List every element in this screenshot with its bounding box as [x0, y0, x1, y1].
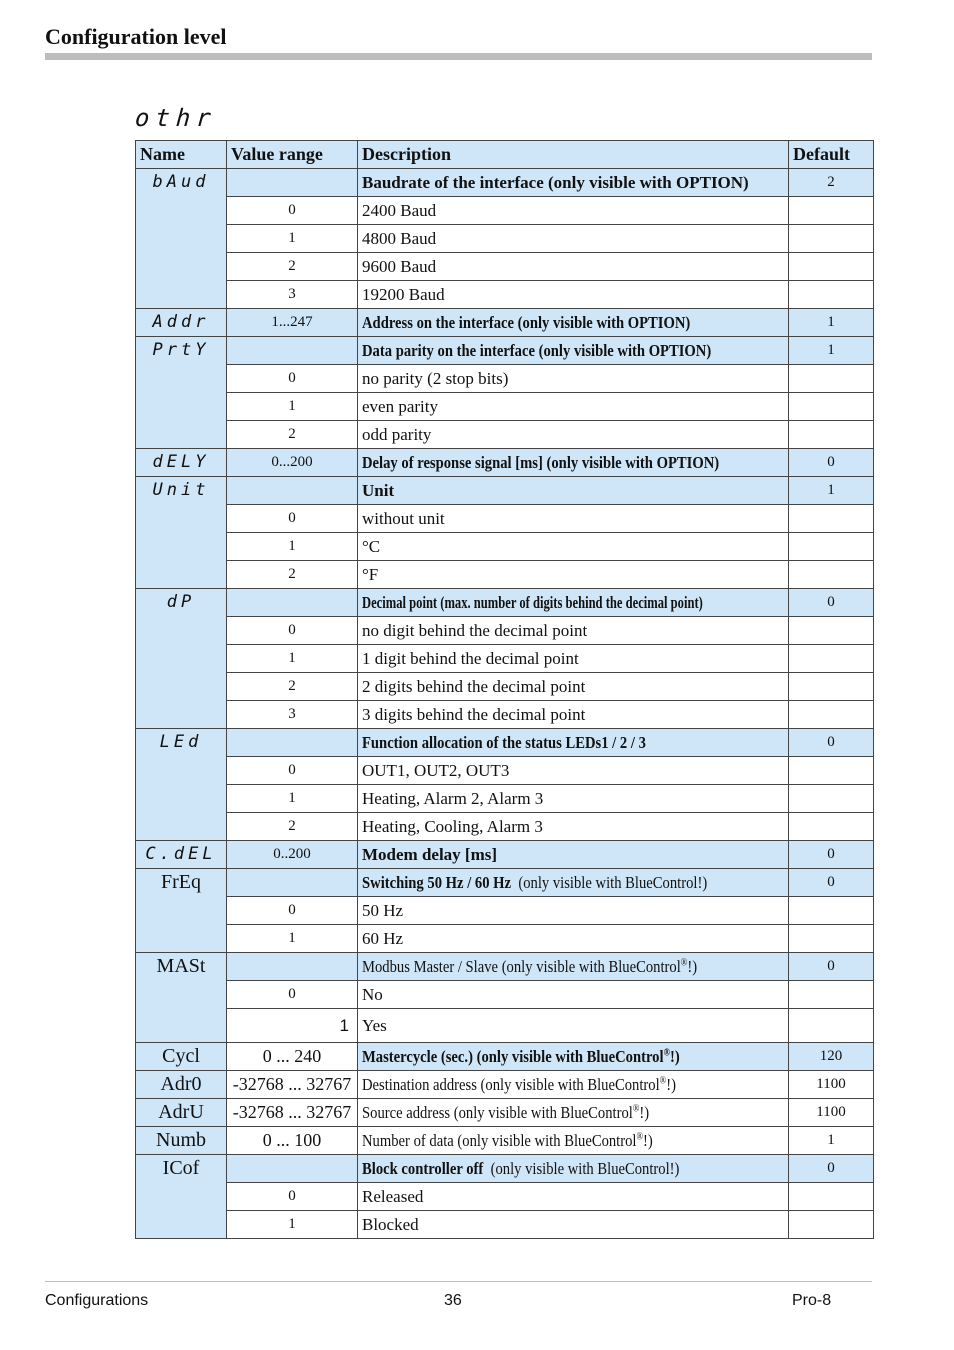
- value-range: [227, 729, 358, 757]
- table-row: [136, 253, 874, 281]
- param-name: Cycl: [136, 1043, 227, 1071]
- table-row: [136, 785, 874, 813]
- description: °F: [358, 561, 789, 589]
- description: [358, 449, 789, 477]
- description: [358, 729, 789, 757]
- default-value: [789, 1211, 874, 1239]
- table-row: [136, 869, 874, 897]
- description: 50 Hz: [358, 897, 789, 925]
- description-text: Function allocation of the status LEDs1 / 2 / 3: [362, 733, 646, 752]
- default-value: [789, 533, 874, 561]
- value-range: 0: [227, 365, 358, 393]
- default-value: 0: [789, 869, 874, 897]
- description-rest: (only visible with BlueControl!): [518, 873, 708, 892]
- column-header-name: Name: [136, 141, 227, 169]
- default-value: [789, 813, 874, 841]
- param-name: AdrU: [136, 1099, 227, 1127]
- registered-mark: ®: [636, 1131, 644, 1143]
- description: [358, 953, 789, 981]
- value-range: [227, 953, 358, 981]
- description: 60 Hz: [358, 925, 789, 953]
- default-value: 2: [789, 169, 874, 197]
- value-range: [227, 869, 358, 897]
- description-main: Mastercycle (sec.) (only visible with BlueControl: [362, 1047, 664, 1066]
- table-row: [136, 813, 874, 841]
- default-value: [789, 785, 874, 813]
- default-value: 1100: [789, 1099, 874, 1127]
- value-range: 2: [227, 421, 358, 449]
- description: even parity: [358, 393, 789, 421]
- default-value: [789, 225, 874, 253]
- description: Blocked: [358, 1211, 789, 1239]
- default-value: [789, 645, 874, 673]
- default-value: 0: [789, 589, 874, 617]
- table-row: [136, 421, 874, 449]
- value-range: 1...247: [227, 309, 358, 337]
- param-name: Numb: [136, 1127, 227, 1155]
- description: [358, 337, 789, 365]
- default-value: 1100: [789, 1071, 874, 1099]
- value-range: -32768 ... 32767: [227, 1071, 358, 1099]
- footer-section: Configurations: [45, 1292, 149, 1309]
- table-row: [136, 617, 874, 645]
- footer-product: Pro-8: [792, 1292, 832, 1309]
- table-row: [136, 561, 874, 589]
- description-tail: !): [666, 1075, 676, 1094]
- table-row: [136, 337, 874, 365]
- value-range: [227, 169, 358, 197]
- description: 2400 Baud: [358, 197, 789, 225]
- column-header-value-range: Value range: [227, 141, 358, 169]
- value-range: 1: [227, 225, 358, 253]
- default-value: 1: [789, 1127, 874, 1155]
- default-value: 0: [789, 841, 874, 869]
- description: Heating, Alarm 2, Alarm 3: [358, 785, 789, 813]
- default-value: [789, 925, 874, 953]
- page-title: Configuration level: [45, 24, 227, 49]
- table-row: [136, 393, 874, 421]
- table-row: [136, 449, 874, 477]
- column-header-description: Description: [358, 141, 789, 169]
- section-code: othr: [134, 104, 218, 132]
- table-row: [136, 1043, 874, 1071]
- param-name: Addr: [136, 309, 227, 337]
- default-value: 0: [789, 729, 874, 757]
- description: [358, 1155, 789, 1183]
- description-text: [362, 1071, 676, 1098]
- default-value: [789, 981, 874, 1009]
- default-value: 0: [789, 449, 874, 477]
- value-range: 1: [227, 645, 358, 673]
- table-row: [136, 645, 874, 673]
- description-text: Decimal point (max. number of digits behind the decimal point): [362, 593, 703, 612]
- default-value: [789, 701, 874, 729]
- value-range: 3: [227, 281, 358, 309]
- description: 1 digit behind the decimal point: [358, 645, 789, 673]
- description-bold: Switching 50 Hz / 60 Hz: [362, 873, 512, 892]
- value-range: 1: [227, 393, 358, 421]
- description-text: [362, 953, 697, 980]
- description-tail: !): [643, 1131, 653, 1150]
- value-range: 0: [227, 505, 358, 533]
- default-value: [789, 673, 874, 701]
- value-range: [227, 477, 358, 505]
- footer-rule: [45, 1281, 872, 1282]
- value-range: 1: [227, 925, 358, 953]
- default-value: [789, 421, 874, 449]
- description-tail: !): [687, 957, 698, 976]
- description-tail: !): [639, 1103, 650, 1122]
- value-range: 1: [227, 1211, 358, 1239]
- description: Released: [358, 1183, 789, 1211]
- registered-mark: ®: [632, 1103, 640, 1115]
- value-range: 0: [227, 757, 358, 785]
- param-name: MASt: [136, 953, 227, 1043]
- description: Unit: [358, 477, 789, 505]
- description-tail: !): [670, 1047, 680, 1066]
- description: Yes: [358, 1009, 789, 1043]
- table-row: [136, 365, 874, 393]
- table-row: [136, 729, 874, 757]
- param-name: LEd: [136, 729, 227, 841]
- registered-mark: ®: [659, 1075, 667, 1087]
- registered-mark: ®: [663, 1047, 671, 1059]
- description-bold: Block controller off: [362, 1159, 484, 1178]
- value-range: 0 ... 240: [227, 1043, 358, 1071]
- description: 19200 Baud: [358, 281, 789, 309]
- table-row: [136, 1211, 874, 1239]
- table-row: [136, 1099, 874, 1127]
- table-row: [136, 1155, 874, 1183]
- table-row: [136, 673, 874, 701]
- table-row: [136, 309, 874, 337]
- default-value: 1: [789, 309, 874, 337]
- value-range: [227, 589, 358, 617]
- description: Baudrate of the interface (only visible with OPTION): [358, 169, 789, 197]
- table-row: [136, 225, 874, 253]
- default-value: [789, 281, 874, 309]
- value-range: 0: [227, 617, 358, 645]
- table-row: [136, 701, 874, 729]
- default-value: [789, 1183, 874, 1211]
- param-name: bAud: [136, 169, 227, 309]
- default-value: [789, 617, 874, 645]
- value-range: [227, 1155, 358, 1183]
- description: [358, 1071, 789, 1099]
- default-value: 1: [789, 477, 874, 505]
- table-row: [136, 197, 874, 225]
- default-value: [789, 897, 874, 925]
- value-range: 0: [227, 197, 358, 225]
- default-value: [789, 1009, 874, 1043]
- table-row: [136, 981, 874, 1009]
- default-value: [789, 505, 874, 533]
- description: without unit: [358, 505, 789, 533]
- value-range: 2: [227, 253, 358, 281]
- description: 4800 Baud: [358, 225, 789, 253]
- description: Modem delay [ms]: [358, 841, 789, 869]
- description-main: Number of data (only visible with BlueControl: [362, 1131, 637, 1150]
- param-name: PrtY: [136, 337, 227, 449]
- description: odd parity: [358, 421, 789, 449]
- description-text: [362, 1127, 653, 1154]
- description-text: Address on the interface (only visible with OPTION): [362, 313, 691, 332]
- header-rule: [45, 53, 872, 60]
- param-name: C.dEL: [136, 841, 227, 869]
- value-range: 2: [227, 561, 358, 589]
- description: no digit behind the decimal point: [358, 617, 789, 645]
- table-row: [136, 169, 874, 197]
- description: °C: [358, 533, 789, 561]
- table-row: [136, 1127, 874, 1155]
- table-row: [136, 1009, 874, 1043]
- value-range: 2: [227, 673, 358, 701]
- table-row: [136, 1183, 874, 1211]
- param-name: FrEq: [136, 869, 227, 953]
- description: [358, 589, 789, 617]
- param-name: ICof: [136, 1155, 227, 1239]
- description: 3 digits behind the decimal point: [358, 701, 789, 729]
- table-row: [136, 897, 874, 925]
- description: Heating, Cooling, Alarm 3: [358, 813, 789, 841]
- description: No: [358, 981, 789, 1009]
- description: [358, 1043, 789, 1071]
- default-value: 0: [789, 1155, 874, 1183]
- default-value: 120: [789, 1043, 874, 1071]
- description: [358, 1127, 789, 1155]
- param-name: Unit: [136, 477, 227, 589]
- default-value: [789, 197, 874, 225]
- default-value: [789, 253, 874, 281]
- description-main: Destination address (only visible with BlueControl: [362, 1075, 660, 1094]
- value-range: 0 ... 100: [227, 1127, 358, 1155]
- table-row: [136, 281, 874, 309]
- default-value: [789, 393, 874, 421]
- value-range: [227, 337, 358, 365]
- table-row: [136, 505, 874, 533]
- table-row: [136, 841, 874, 869]
- description: [358, 309, 789, 337]
- description-text: Delay of response signal [ms] (only visible with OPTION): [362, 453, 720, 472]
- description-rest: (only visible with BlueControl!): [490, 1159, 680, 1178]
- value-range: -32768 ... 32767: [227, 1099, 358, 1127]
- default-value: 1: [789, 337, 874, 365]
- value-range: 2: [227, 813, 358, 841]
- description-text: Data parity on the interface (only visible with OPTION): [362, 341, 712, 360]
- description: no parity (2 stop bits): [358, 365, 789, 393]
- value-range: 0: [227, 897, 358, 925]
- column-header-default: Default: [789, 141, 874, 169]
- default-value: 0: [789, 953, 874, 981]
- description-text: [362, 1155, 679, 1182]
- table-row: [136, 477, 874, 505]
- parameter-table: [135, 140, 874, 1239]
- value-range: 3: [227, 701, 358, 729]
- table-header-row: [136, 141, 874, 169]
- value-range: 1: [227, 1009, 358, 1043]
- description: [358, 1099, 789, 1127]
- value-range: 0...200: [227, 449, 358, 477]
- value-range: 1: [227, 785, 358, 813]
- param-name: Adr0: [136, 1071, 227, 1099]
- description-main: Source address (only visible with BlueControl: [362, 1103, 633, 1122]
- description-text: [362, 869, 707, 896]
- table-row: [136, 953, 874, 981]
- value-range: 0: [227, 1183, 358, 1211]
- registered-mark: ®: [680, 957, 688, 969]
- table-row: [136, 757, 874, 785]
- description-text: [362, 1043, 680, 1070]
- page-number: 36: [444, 1292, 462, 1309]
- description: OUT1, OUT2, OUT3: [358, 757, 789, 785]
- table-row: [136, 589, 874, 617]
- param-name: dP: [136, 589, 227, 729]
- value-range: 0: [227, 981, 358, 1009]
- table-row: [136, 925, 874, 953]
- param-name: dELY: [136, 449, 227, 477]
- table-row: [136, 1071, 874, 1099]
- description-main: Modbus Master / Slave (only visible with BlueControl: [362, 957, 681, 976]
- description: 2 digits behind the decimal point: [358, 673, 789, 701]
- default-value: [789, 365, 874, 393]
- table-row: [136, 533, 874, 561]
- description: [358, 869, 789, 897]
- description: 9600 Baud: [358, 253, 789, 281]
- default-value: [789, 561, 874, 589]
- value-range: 1: [227, 533, 358, 561]
- default-value: [789, 757, 874, 785]
- value-range: 0..200: [227, 841, 358, 869]
- description-text: [362, 1099, 649, 1126]
